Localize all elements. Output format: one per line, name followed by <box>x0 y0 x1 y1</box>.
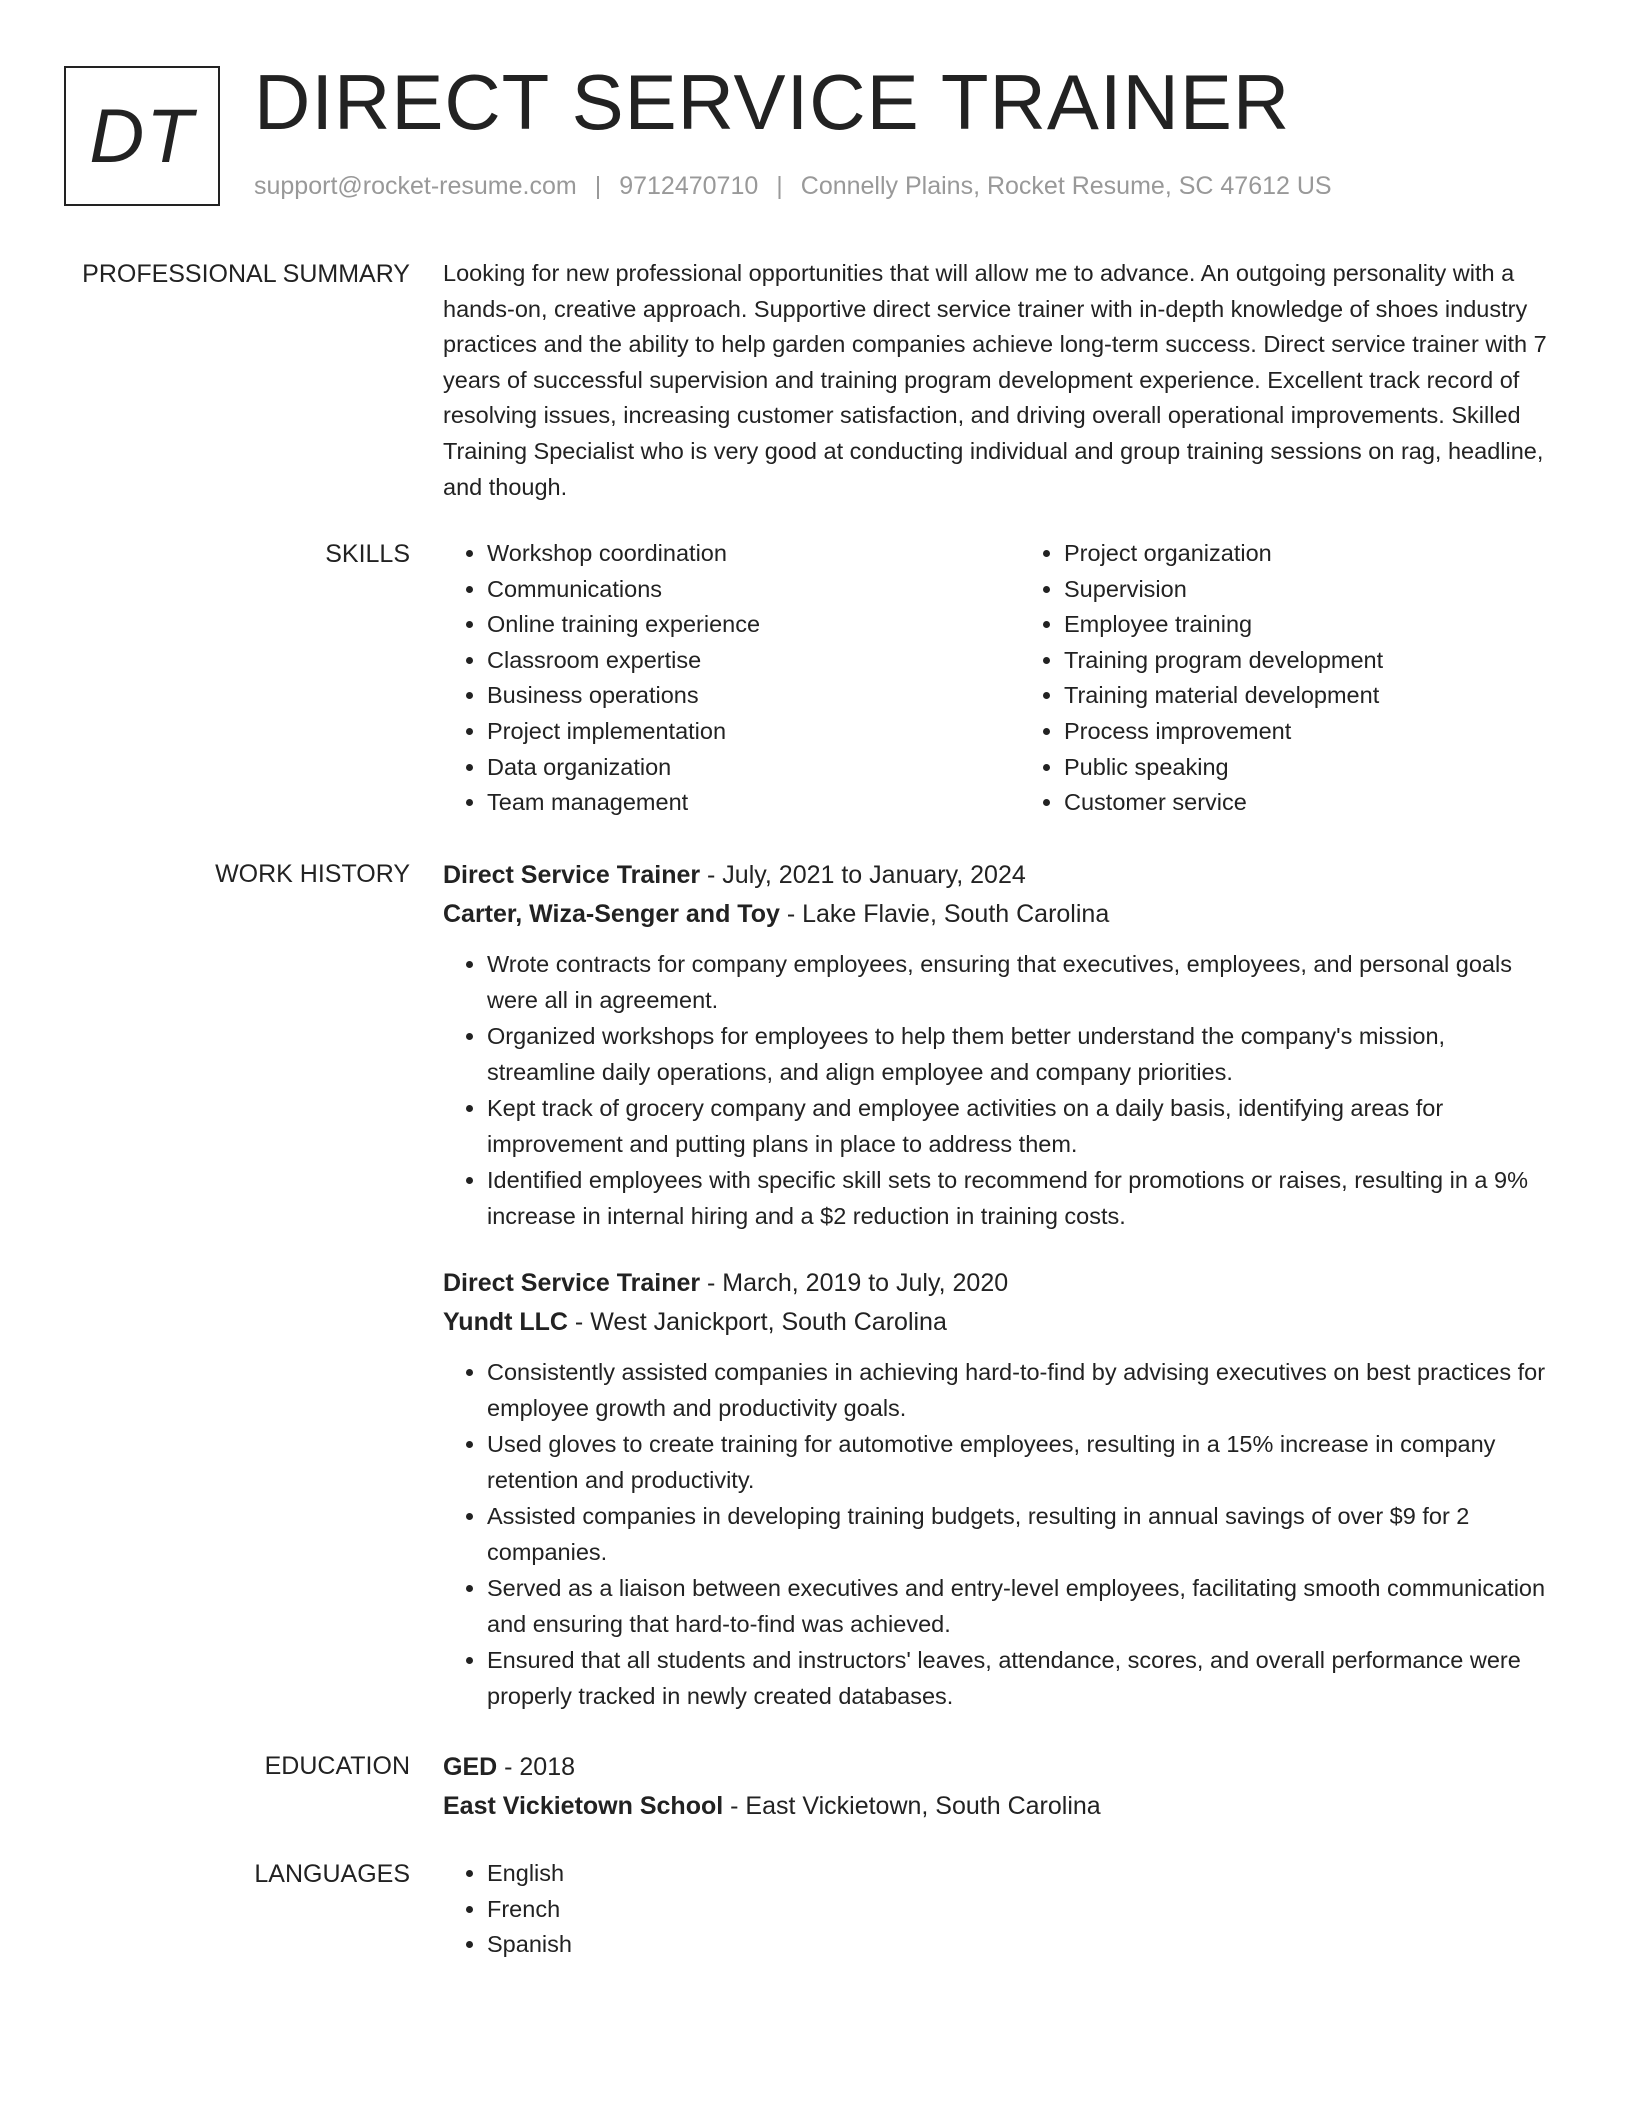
job-title: Direct Service Trainer <box>443 1269 701 1297</box>
contact-info <box>254 172 1332 201</box>
job-location: - West Janickport, South Carolina <box>567 1308 947 1336</box>
skill-item: • Workshop coordination <box>487 536 976 572</box>
skill-item: • Team management <box>487 785 976 821</box>
job-entry <box>443 1264 1553 1714</box>
skills-list-left <box>443 536 976 821</box>
job-bullet: • Assisted companies in developing training budgets, resulting in annual savings of over $9 for 2 companies. <box>487 1498 1553 1570</box>
job-company-line <box>443 895 1553 934</box>
education-year: - 2018 <box>497 1753 576 1781</box>
skill-item: • Project implementation <box>487 714 976 750</box>
job-title: Direct Service Trainer <box>443 861 701 889</box>
languages-list <box>443 1856 1553 1963</box>
job-bullet: • Used gloves to create training for automotive employees, resulting in a 15% increase in company retention and productivity. <box>487 1426 1553 1498</box>
education-body <box>443 1748 1553 1826</box>
language-item: • English <box>487 1856 1553 1892</box>
job-dates: - July, 2021 to January, 2024 <box>700 861 1026 889</box>
job-company-line <box>443 1303 1553 1342</box>
job-company: Carter, Wiza-Senger and Toy <box>443 900 780 928</box>
skill-item: • Training program development <box>1064 643 1553 679</box>
job-bullet: • Consistently assisted companies in achieving hard-to-find by advising executives on best practices for employee growth and productivity goals. <box>487 1354 1553 1426</box>
monogram-logo: DT <box>64 66 220 206</box>
job-title-line <box>443 1264 1553 1303</box>
page-title: DIRECT SERVICE TRAINER <box>254 58 1291 146</box>
section-label-education: EDUCATION <box>264 1752 410 1780</box>
job-dates: - March, 2019 to July, 2020 <box>700 1269 1009 1297</box>
job-bullet: • Kept track of grocery company and employee activities on a daily basis, identifying areas for improvement and putting plans in place to address them. <box>487 1090 1553 1162</box>
job-company: Yundt LLC <box>443 1308 568 1336</box>
contact-separator: | <box>776 172 783 200</box>
job-location: - Lake Flavie, South Carolina <box>779 900 1110 928</box>
skill-item: • Project organization <box>1064 536 1553 572</box>
education-degree-line <box>443 1748 1553 1787</box>
skill-item: • Training material development <box>1064 678 1553 714</box>
skill-item: • Data organization <box>487 750 976 786</box>
skill-item: • Online training experience <box>487 607 976 643</box>
summary-text: Looking for new professional opportunities that will allow me to advance. An outgoing personality with a hands-on, creative approach. Supportive direct service trainer with in-depth knowledge of shoes industry practices and the ability to help garden companies achieve long-term success. Direct service trainer with 7 years of successful supervision and training program development experience. Excellent track record of resolving issues, increasing customer satisfaction, and driving overall operational improvements. Skilled Training Specialist who is very good at conducting individual and group training sessions on rag, headline, and though. <box>443 260 1547 500</box>
skill-item: • Process improvement <box>1064 714 1553 750</box>
job-bullet-list <box>443 1354 1553 1714</box>
education-school: East Vickietown School <box>443 1792 724 1820</box>
languages-body <box>443 1856 1553 1963</box>
skills-body <box>443 536 1553 821</box>
contact-email: support@rocket-resume.com <box>254 172 577 200</box>
work-body <box>443 856 1553 1714</box>
skill-item: • Customer service <box>1064 785 1553 821</box>
education-degree: GED <box>443 1753 498 1781</box>
job-bullet: • Identified employees with specific skill sets to recommend for promotions or raises, resulting in a 9% increase in internal hiring and a $2 reduction in training costs. <box>487 1162 1553 1234</box>
job-bullet-list <box>443 946 1553 1234</box>
skill-item: • Employee training <box>1064 607 1553 643</box>
job-bullet: • Wrote contracts for company employees, ensuring that executives, employees, and personal goals were all in agreement. <box>487 946 1553 1018</box>
education-location: - East Vickietown, South Carolina <box>723 1792 1101 1820</box>
contact-phone: 9712470710 <box>619 172 759 200</box>
education-school-line <box>443 1787 1553 1826</box>
skill-item: • Business operations <box>487 678 976 714</box>
skill-item: • Communications <box>487 572 976 608</box>
job-title-line <box>443 856 1553 895</box>
skill-item: • Supervision <box>1064 572 1553 608</box>
section-label-work: WORK HISTORY <box>215 860 410 888</box>
language-item: • Spanish <box>487 1927 1553 1963</box>
language-item: • French <box>487 1892 1553 1928</box>
skill-item: • Classroom expertise <box>487 643 976 679</box>
contact-separator: | <box>594 172 602 200</box>
section-label-skills: SKILLS <box>325 540 410 568</box>
job-bullet: • Served as a liaison between executives and entry-level employees, facilitating smooth communication and ensuring that hard-to-find was achieved. <box>487 1570 1553 1642</box>
section-label-summary: PROFESSIONAL SUMMARY <box>82 260 410 288</box>
job-entry <box>443 856 1553 1234</box>
skill-item: • Public speaking <box>1064 750 1553 786</box>
job-bullet: • Ensured that all students and instructors' leaves, attendance, scores, and overall performance were properly tracked in newly created databases. <box>487 1642 1553 1714</box>
section-label-languages: LANGUAGES <box>254 1860 410 1888</box>
skills-list-right <box>1020 536 1553 821</box>
contact-address: Connelly Plains, Rocket Resume, SC 47612 US <box>800 172 1332 200</box>
summary-body <box>443 256 1553 505</box>
job-bullet: • Organized workshops for employees to help them better understand the company's mission, streamline daily operations, and align employee and company priorities. <box>487 1018 1553 1090</box>
